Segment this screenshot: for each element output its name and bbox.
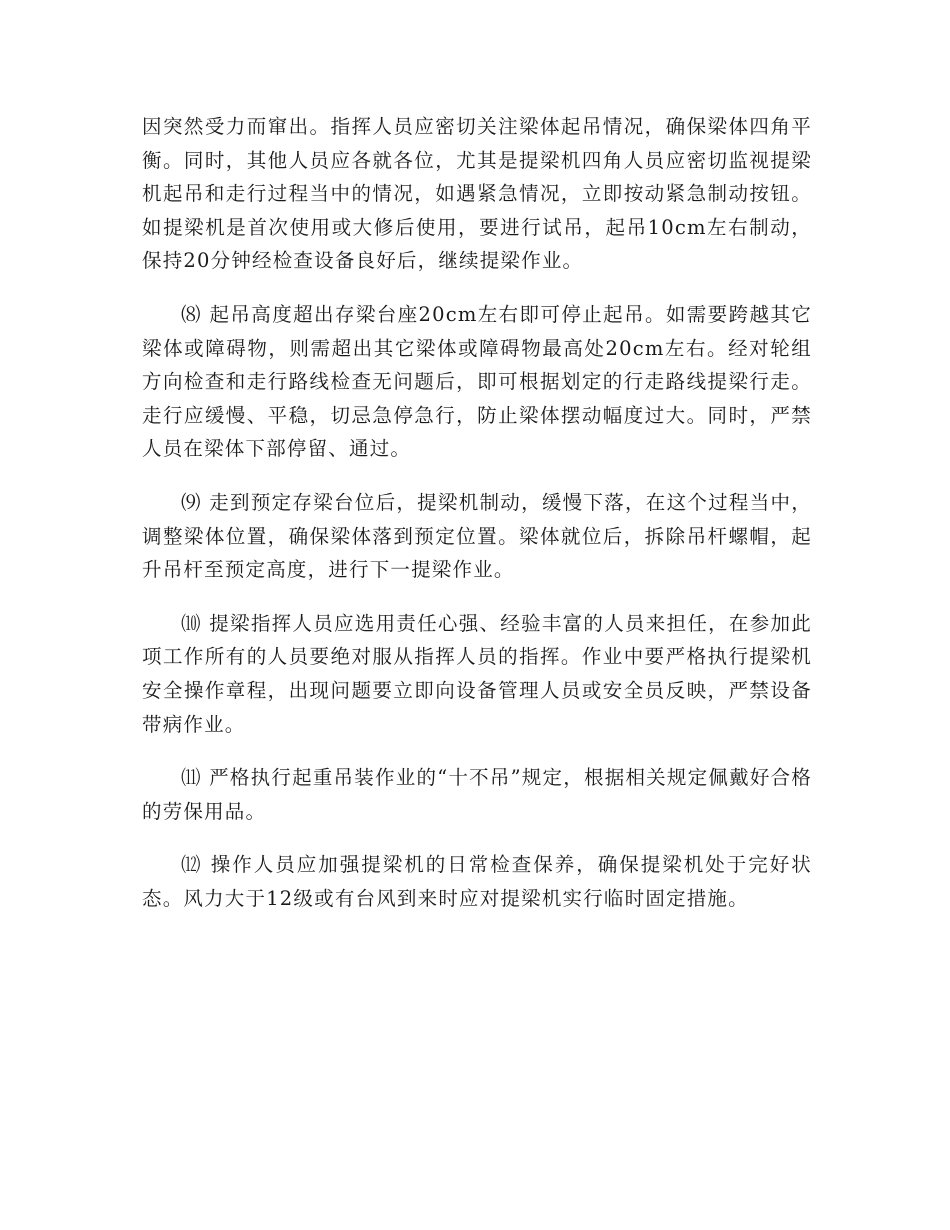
paragraph-item-10: ⑽ 提梁指挥人员应选用责任心强、经验丰富的人员来担任，在参加此项工作所有的人员要绝对服从指挥人员的指挥。作业中要严格执行提梁机安全操作章程，出现问题要立即向设备管理人员或安全员反映，严禁设备带病作业。: [142, 611, 812, 736]
paragraph-continuation: 因突然受力而窜出。指挥人员应密切关注梁体起吊情况，确保梁体四角平衡。同时，其他人员应各就各位，尤其是提梁机四角人员应密切监视提梁机起吊和走行过程当中的情况，如遇紧急情况，立即按动紧急制动按钮。如提梁机是首次使用或大修后使用，要进行试吊，起吊10cm左右制动，保持20分钟经检查设备良好后，继续提梁作业。: [142, 115, 812, 273]
paragraph-item-9: ⑼ 走到预定存梁台位后，提梁机制动，缓慢下落，在这个过程当中，调整梁体位置，确保梁体落到预定位置。梁体就位后，拆除吊杆螺帽，起升吊杆至预定高度，进行下一提梁作业。: [142, 490, 812, 582]
document-body: [142, 110, 812, 935]
paragraph-item-11: ⑾ 严格执行起重吊装作业的“十不吊”规定，根据相关规定佩戴好合格的劳保用品。: [142, 766, 812, 823]
paragraph-item-12: ⑿ 操作人员应加强提梁机的日常检查保养，确保提梁机处于完好状态。风力大于12级或有台风到来时应对提梁机实行临时固定措施。: [142, 853, 812, 910]
paragraph-item-8: ⑻ 起吊高度超出存梁台座20cm左右即可停止起吊。如需要跨越其它梁体或障碍物，则需超出其它梁体或障碍物最高处20cm左右。经对轮组方向检查和走行路线检查无问题后，即可根据划定的行走路线提梁行走。走行应缓慢、平稳，切忌急停急行，防止梁体摆动幅度过大。同时，严禁人员在梁体下部停留、通过。: [142, 302, 812, 461]
